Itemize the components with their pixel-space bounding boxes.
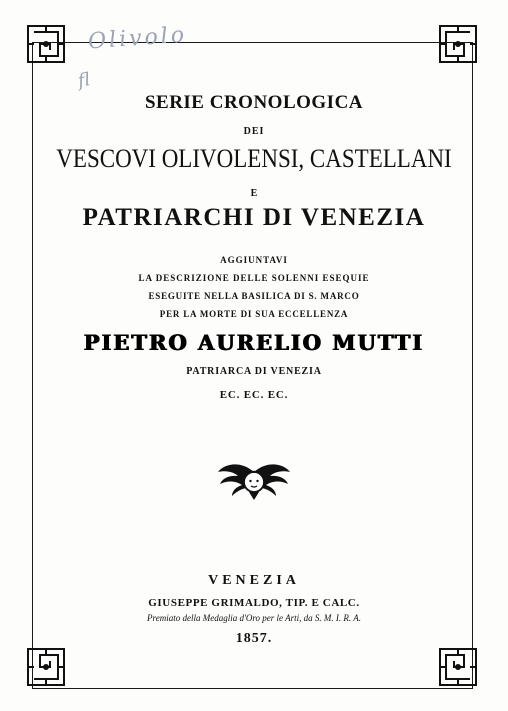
subject-title: PATRIARCA DI VENEZIA [186, 366, 322, 377]
title-line-serie: SERIE CRONOLOGICA [144, 92, 364, 113]
subject-name: PIETRO AURELIO MUTTI [83, 330, 425, 355]
subtitle-morte: PER LA MORTE DI SUA ECCELLENZA [159, 309, 349, 319]
subtitle-aggiuntavi: AGGIUNTAVI [220, 255, 288, 265]
corner-ornament-icon [436, 645, 480, 689]
handwritten-pencil-mark: fl [76, 69, 92, 92]
corner-ornament-icon [24, 645, 68, 689]
subtitle-eseguite: ESEGUITE NELLA BASILICA DI S. MARCO [148, 291, 360, 301]
imprint-year: 1857. [235, 631, 273, 646]
subtitle-descrizione: LA DESCRIZIONE DELLE SOLENNI ESEQUIE [138, 273, 370, 283]
winged-cherub-icon [216, 458, 292, 504]
imprint-printer: GIUSEPPE GRIMALDO, TIP. E CALC. [148, 597, 360, 609]
subject-honorifics: EC. EC. EC. [219, 389, 289, 401]
corner-ornament-icon [436, 22, 480, 66]
title-line-dei: DEI [243, 126, 265, 137]
title-line-vescovi: VESCOVI OLIVOLENSI, CASTELLANI [56, 144, 452, 173]
imprint-award: Premiato della Medaglia d'Oro per le Arti, da S. M. I. R. A. [147, 613, 361, 623]
title-line-e: E [250, 188, 258, 199]
corner-ornament-icon [24, 22, 68, 66]
imprint-place: VENEZIA [208, 573, 300, 588]
handwritten-pencil-note: Olivolo [87, 22, 188, 55]
title-line-patriarchi: PATRIARCHI DI VENEZIA [82, 204, 426, 231]
